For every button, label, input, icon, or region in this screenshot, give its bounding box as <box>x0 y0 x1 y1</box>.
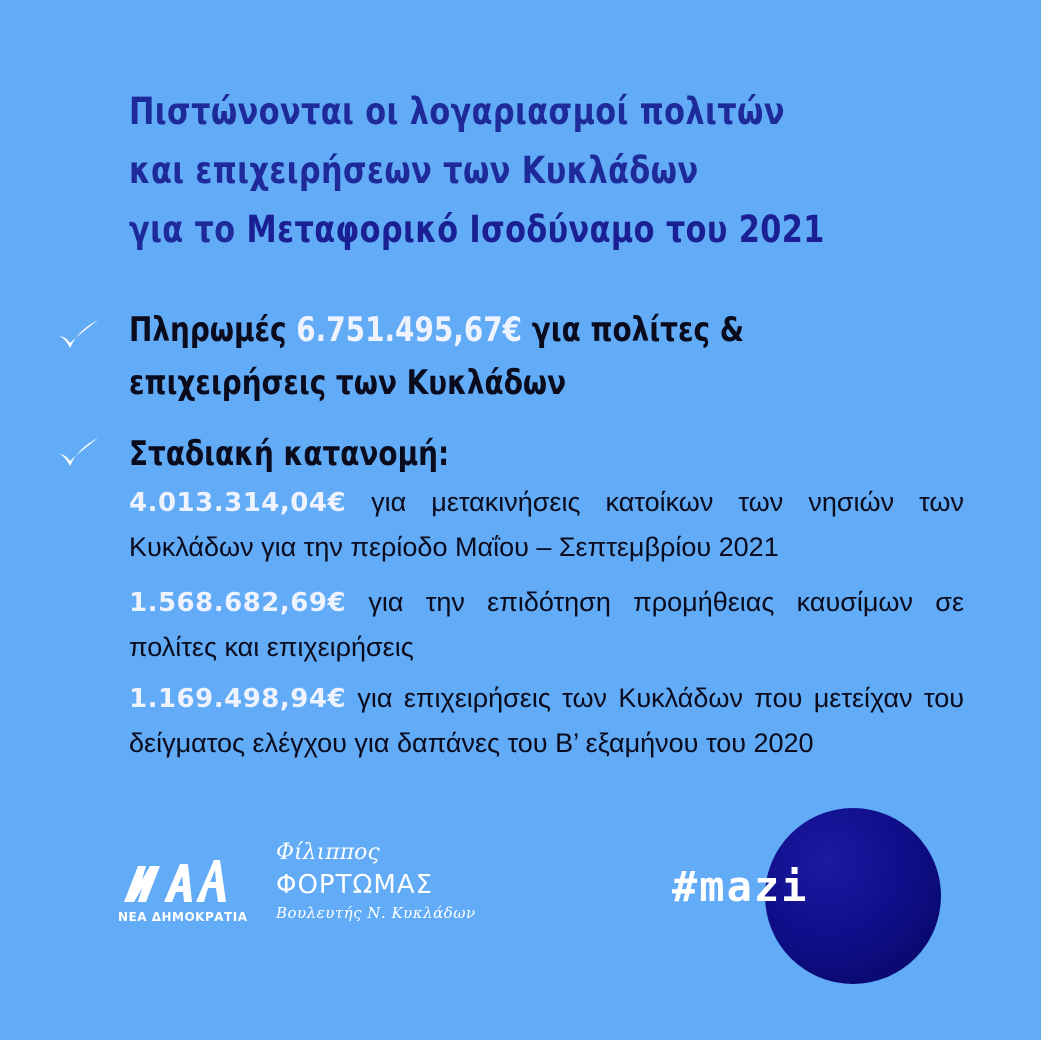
payments-amount: 6.751.495,67€ <box>296 310 523 350</box>
headline-line-3 <box>129 200 851 259</box>
mp-first-name: Φίλιππος <box>276 840 380 865</box>
allocation-item-3-amount: 1.169.498,94€ <box>129 684 347 714</box>
check-icon <box>56 436 100 470</box>
allocation-heading-text: Σταδιακή κατανομή: <box>129 434 450 474</box>
nd-logo-mark <box>120 860 232 902</box>
mp-signature <box>276 838 476 924</box>
hashtag: #mazi <box>672 862 809 911</box>
allocation-item-3 <box>129 676 964 765</box>
mp-role: Βουλευτής Ν. Κυκλάδων <box>276 904 476 922</box>
allocation-item-3-text: για επιχειρήσεις των Κυκλάδων που μετείχαν του δείγματος ελέγχου για δαπάνες του Β’ εξαμήνου του 2020 <box>129 683 964 758</box>
allocation-heading <box>129 428 449 481</box>
headline-line-3-strong: Μεταφορικό Ισοδύναμο του 2021 <box>246 208 825 251</box>
payments-suffix: για πολίτες & <box>522 310 745 350</box>
headline-line-3-prefix: για το <box>129 208 247 251</box>
payments-bullet <box>129 304 744 410</box>
allocation-item-2-text: για την επιδότηση προμήθειας καυσίμων σε πολίτες και επιχειρήσεις <box>129 587 964 662</box>
nd-logo-caption: ΝΕΑ ΔΗΜΟΚΡΑΤΙΑ <box>118 910 248 924</box>
headline-line-1: Πιστώνονται οι λογαριασμοί πολιτών <box>129 90 785 133</box>
payments-line-2: επιχειρήσεις των Κυκλάδων <box>129 363 567 403</box>
allocation-item-2-amount: 1.568.682,69€ <box>129 588 347 618</box>
allocation-item-2 <box>129 580 964 669</box>
allocation-item-1-amount: 4.013.314,04€ <box>129 488 347 518</box>
headline-line-2: και επιχειρήσεων των Κυκλάδων <box>129 149 699 192</box>
allocation-item-1-text: για μετακινήσεις κατοίκων των νησιών των Κυκλάδων για την περίοδο Μαΐου – Σεπτεμβρίου 2021 <box>129 487 964 562</box>
headline <box>129 82 851 259</box>
allocation-item-1 <box>129 480 964 569</box>
nd-logo <box>118 860 248 930</box>
check-icon <box>56 318 100 352</box>
payments-prefix: Πληρωμές <box>129 310 297 350</box>
mp-last-name: ΦΟΡΤΩΜΑΣ <box>276 870 434 900</box>
